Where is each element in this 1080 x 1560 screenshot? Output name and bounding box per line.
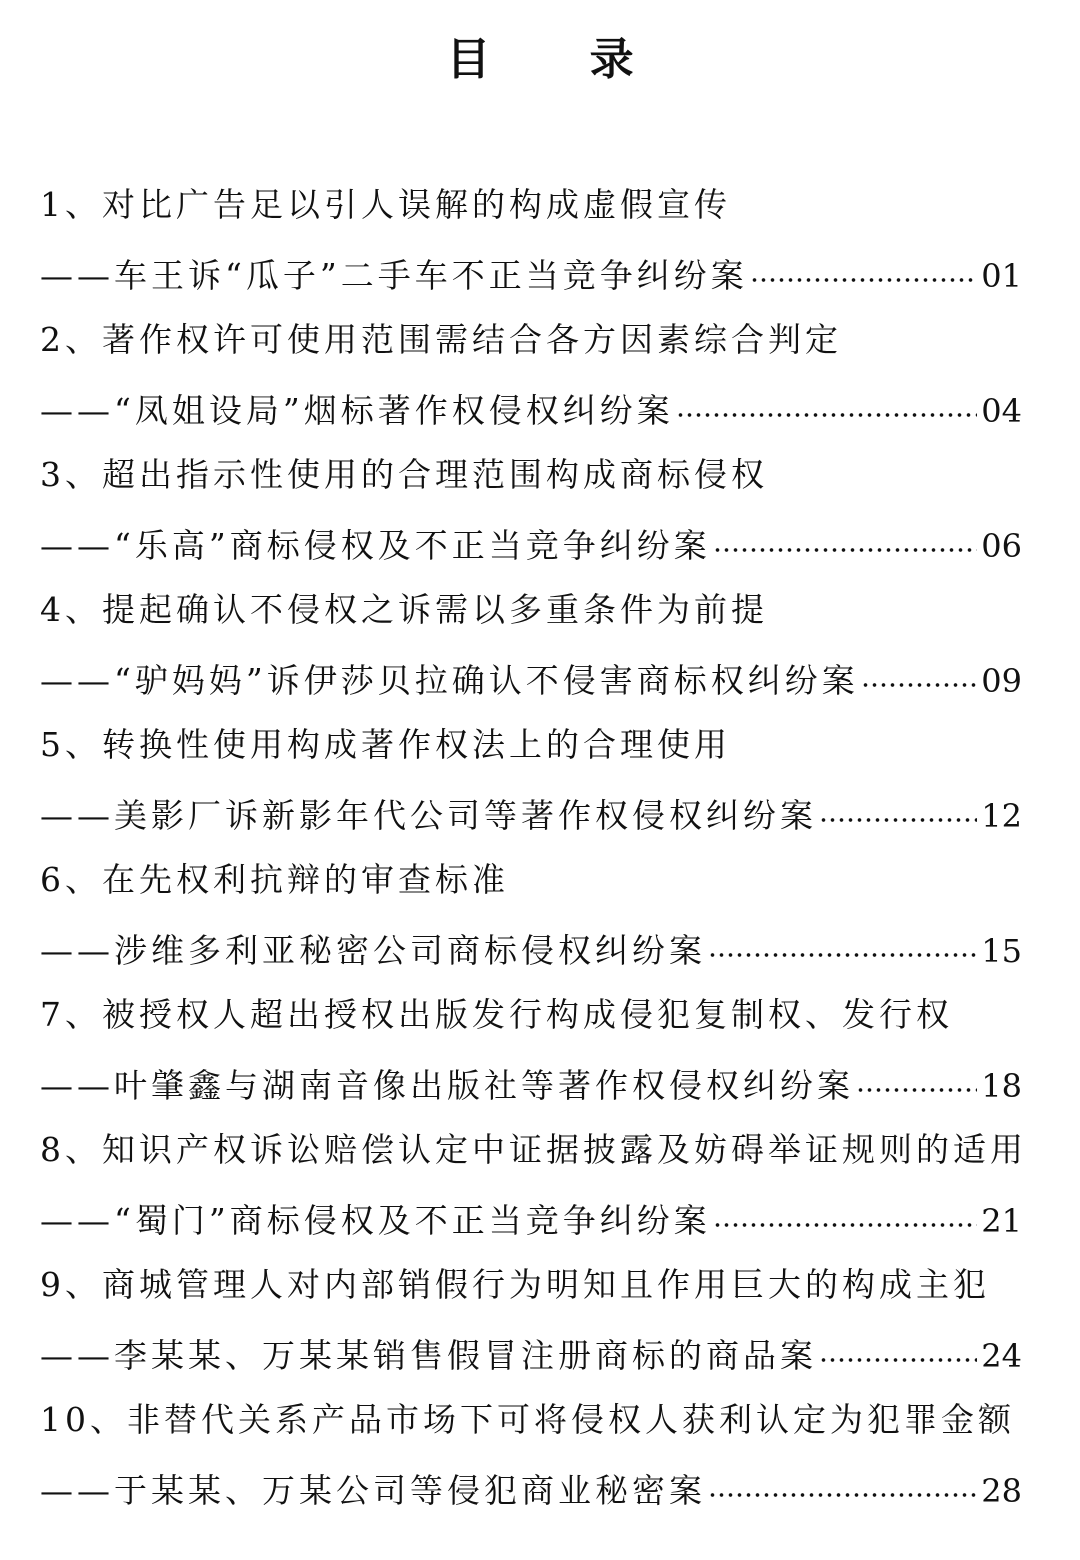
entry-case-line: [40, 377, 1022, 445]
entry-heading: 5、转换性使用构成著作权法上的合理使用: [40, 725, 731, 764]
entry-heading: 9、商城管理人对内部销假行为明知且作用巨大的构成主犯: [40, 1265, 990, 1304]
entry-case-line: [40, 782, 1022, 850]
entry-case-title: ——“蜀门”商标侵权及不正当竞争纠纷案: [40, 1201, 711, 1240]
toc-entry-9[interactable]: [40, 1255, 1022, 1390]
entry-case-title: ——李某某、万某某销售假冒注册商标的商品案: [40, 1336, 817, 1375]
dot-leader: [750, 278, 978, 282]
toc-entry-5[interactable]: [40, 715, 1022, 850]
table-of-contents: [40, 175, 1027, 1525]
entry-heading: 2、著作权许可使用范围需结合各方因素综合判定: [40, 320, 842, 359]
entry-page-number: 24: [981, 1337, 1022, 1375]
dot-leader: [676, 413, 978, 417]
entry-case-title: ——“驴妈妈”诉伊莎贝拉确认不侵害商标权纠纷案: [40, 661, 859, 700]
toc-entry-8[interactable]: [40, 1120, 1027, 1255]
entry-case-title: ——“乐高”商标侵权及不正当竞争纠纷案: [40, 526, 711, 565]
entry-page-number: 21: [981, 1202, 1022, 1240]
entry-case-line: [40, 1187, 1022, 1255]
entry-case-title: ——“凤姐设局”烟标著作权侵权纠纷案: [40, 391, 674, 430]
entry-case-title: ——涉维多利亚秘密公司商标侵权纠纷案: [40, 931, 706, 970]
entry-case-title: ——叶肇鑫与湖南音像出版社等著作权侵权纠纷案: [40, 1066, 854, 1105]
entry-heading: 6、在先权利抗辩的审查标准: [40, 860, 509, 899]
entry-page-number: 09: [981, 662, 1022, 700]
entry-case-line: [40, 647, 1022, 715]
entry-page-number: 18: [981, 1067, 1022, 1105]
dot-leader: [713, 548, 978, 552]
entry-heading: 7、被授权人超出授权出版发行构成侵犯复制权、发行权: [40, 995, 953, 1034]
entry-case-line: [40, 1457, 1022, 1525]
entry-page-number: 15: [981, 932, 1022, 970]
entry-heading: 10、非替代关系产品市场下可将侵权人获利认定为犯罪金额: [40, 1400, 1015, 1439]
toc-entry-10[interactable]: [40, 1390, 1022, 1525]
dot-leader: [861, 683, 978, 687]
entry-case-title: ——于某某、万某公司等侵犯商业秘密案: [40, 1471, 706, 1510]
entry-case-line: [40, 512, 1022, 580]
entry-heading: 1、对比广告足以引人误解的构成虚假宣传: [40, 185, 731, 224]
entry-case-line: [40, 917, 1022, 985]
toc-entry-6[interactable]: [40, 850, 1022, 985]
toc-entry-7[interactable]: [40, 985, 1022, 1120]
entry-case-line: [40, 1322, 1022, 1390]
entry-page-number: 04: [981, 392, 1022, 430]
page-title: 目 录: [446, 34, 676, 85]
dot-leader: [708, 953, 977, 957]
entry-heading: 8、知识产权诉讼赔偿认定中证据披露及妨碍举证规则的适用: [40, 1130, 1027, 1169]
entry-case-title: ——车王诉“瓜子”二手车不正当竞争纠纷案: [40, 256, 748, 295]
toc-entry-1[interactable]: [40, 175, 1022, 310]
dot-leader: [713, 1223, 978, 1227]
toc-entry-2[interactable]: [40, 310, 1022, 445]
entry-case-line: [40, 1052, 1022, 1120]
toc-entry-3[interactable]: [40, 445, 1022, 580]
entry-page-number: 12: [981, 797, 1022, 835]
dot-leader: [856, 1088, 977, 1092]
dot-leader: [708, 1493, 977, 1497]
entry-case-title: ——美影厂诉新影年代公司等著作权侵权纠纷案: [40, 796, 817, 835]
dot-leader: [819, 818, 977, 822]
entry-heading: 4、提起确认不侵权之诉需以多重条件为前提: [40, 590, 768, 629]
toc-entry-4[interactable]: [40, 580, 1022, 715]
entry-heading: 3、超出指示性使用的合理范围构成商标侵权: [40, 455, 768, 494]
entry-page-number: 28: [981, 1472, 1022, 1510]
entry-page-number: 01: [981, 257, 1022, 295]
entry-page-number: 06: [981, 527, 1022, 565]
dot-leader: [819, 1358, 977, 1362]
entry-case-line: [40, 242, 1022, 310]
